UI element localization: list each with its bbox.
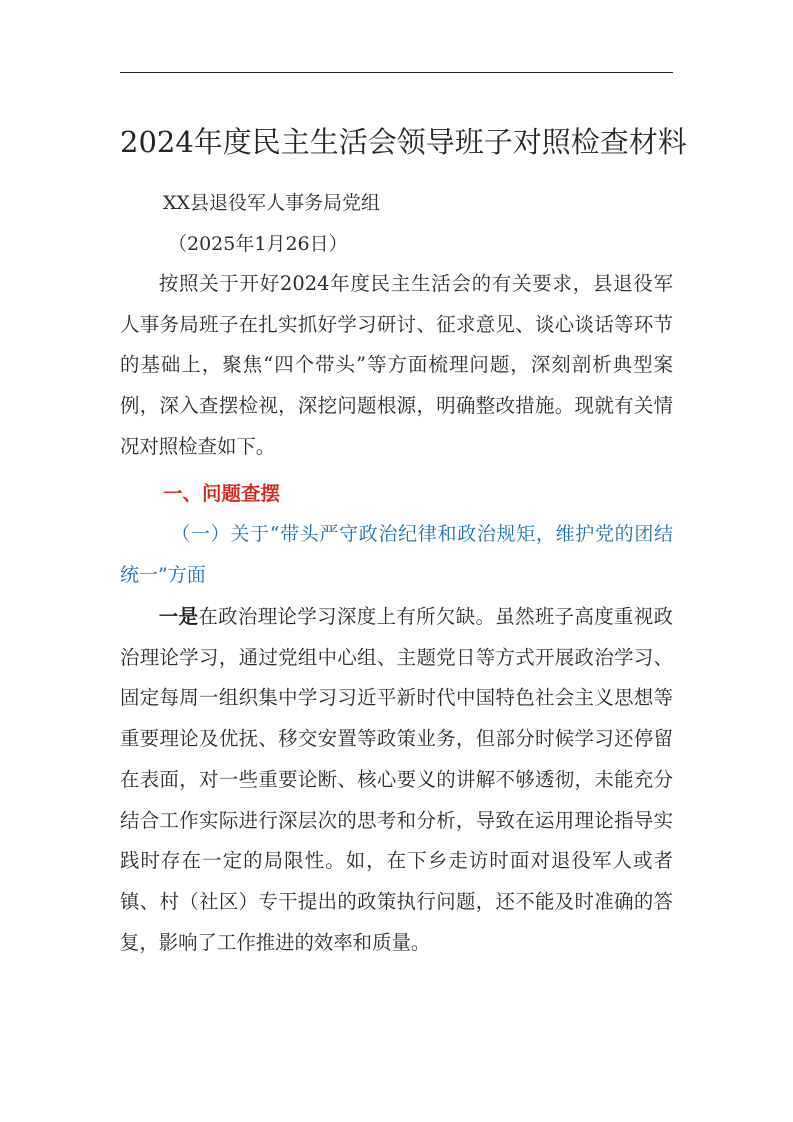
document-page: [120, 0, 687, 1122]
subsection-heading: （一）关于“带头严守政治纪律和政治规矩，维护党的团结统一”方面: [120, 523, 673, 586]
document-title: 2024年度民主生活会领导班子对照检查材料: [120, 125, 687, 159]
organization-name: XX县退役军人事务局党组: [163, 192, 381, 214]
document-date: （2025年1月26日）: [168, 233, 348, 255]
header-rule: [120, 72, 673, 73]
point-text: 在政治理论学习深度上有所欠缺。虽然班子高度重视政治理论学习，通过党组中心组、主题党日等方式开展政治学习、固定每周一组织集中学习习近平新时代中国特色社会主义思想等重要理论及优抚、移交安置等政策业务，但部分时候学习还停留在表面，对一些重要论断、核心要义的讲解不够透彻，未能充分结合工作实际进行深层次的思考和分析，导致在运用理论指导实践时存在一定的局限性。如，在下乡走访时面对退役军人或者镇、村（社区）专干提出的政策执行问题，还不能及时准确的答复，影响了工作推进的效率和质量。: [120, 605, 674, 954]
point-lead: 一是: [158, 605, 199, 628]
section-heading: 一、问题查摆: [163, 482, 281, 505]
point-paragraph: [120, 597, 673, 963]
intro-paragraph: 按照关于开好2024年度民主生活会的有关要求，县退役军人事务局班子在扎实抓好学习研讨、征求意见、谈心谈话等环节的基础上，聚焦“四个带头”等方面梳理问题，深刻剖析典型案例，深入查摆检视，深挖问题根源，明确整改措施。现就有关情况对照检查如下。: [120, 272, 673, 458]
